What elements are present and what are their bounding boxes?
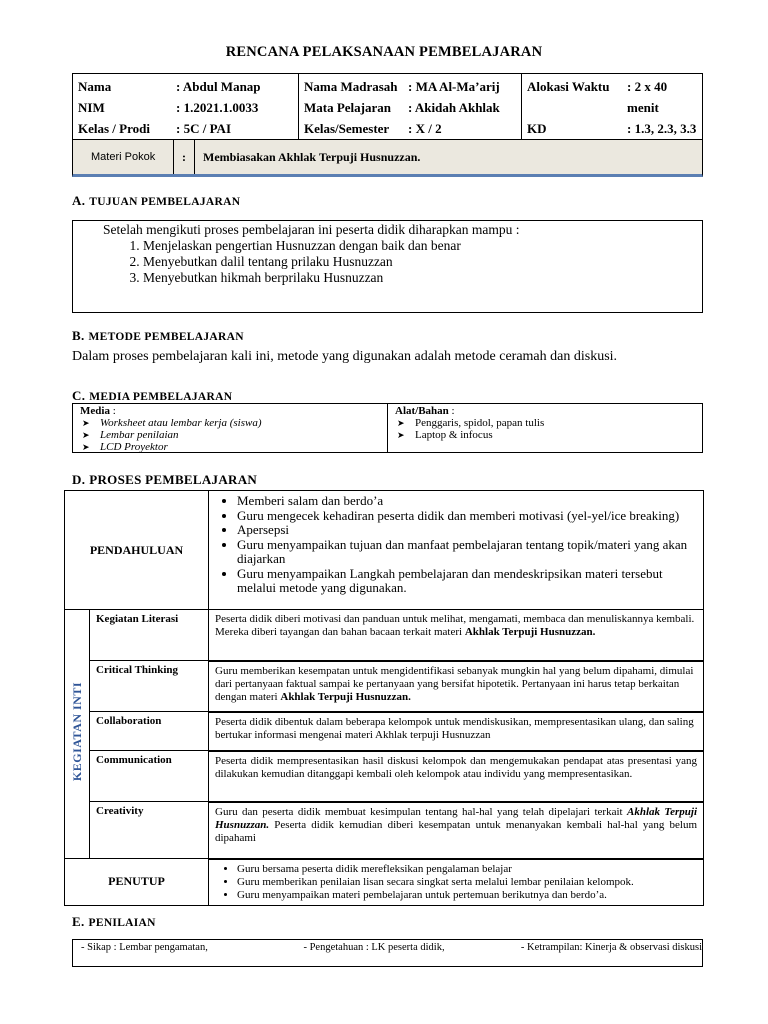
section-c-letter: C. [72,388,86,403]
section-e-letter: E. [72,914,85,929]
literasi-content: Peserta didik diberi motivasi dan panduan untuk melihat, mengamati, membaca dan menuliskannya kembali. Mereka diberi tayangan dan bahan bacaan terkait materi Akhlak Terpuji Husnuzzan. [209,610,704,661]
list-item: • Guru mengecek kehadiran peserta didik dan memberi motivasi (yel-yel/ice breaking) [237,509,697,524]
penutup-label: PENUTUP [65,859,209,906]
madrasah-label: Nama Madrasah [304,79,398,94]
communication-content: Peserta didik mempresentasikan hasil diskusi kelompok dan mengemukakan pendapat atas presentasi yang dilakukan kemudian ditanggapi kembali oleh kelompok atau individu yang mempresentasikan. [209,751,704,802]
kelas-prodi-label: Kelas / Prodi [78,121,150,136]
kelas-prodi-value: : 5C / PAI [176,121,232,136]
section-c-heading [72,388,232,404]
section-d-letter: D. [72,472,86,487]
nama-value: : Abdul Manap [176,79,261,94]
list-item: Lembar penilaian [100,429,179,441]
nama-label: Nama [78,79,112,94]
section-b-heading [72,328,244,344]
section-e-title: PENILAIAN [88,917,156,929]
media-table [72,403,703,453]
section-b-title: METODE PEMBELAJARAN [88,331,244,343]
kd-label: KD [527,121,547,136]
list-item: Worksheet atau lembar kerja (siswa) [100,417,262,429]
list-item: • Guru menyampaikan Langkah pembelajaran dan mendeskripsikan materi tersebut melalui metode yang digunakan. [237,567,697,596]
media-column [73,404,387,452]
list-item: 2. Menyebutkan dalil tentang prilaku Husnuzzan [143,254,702,270]
critical-thinking-content: Guru memberikan kesempatan untuk mengidentifikasi sebanyak mungkin hal yang belum dipahami, dimulai dari pertanyaan faktual sampai ke pertanyaan yang bersifat hipotetik. Pertanyaan ini harus tetap berkaitan dengan materi Akhlak Terpuji Husnuzzan. [209,661,704,712]
list-item: Laptop & infocus [415,429,493,441]
nim-label: NIM [78,100,105,115]
arrow-bullet-icon: ➤ [397,430,405,440]
materi-pokok-label: Materi Pokok [91,151,156,163]
literasi-label: Kegiatan Literasi [90,610,209,661]
arrow-bullet-icon: ➤ [82,430,90,440]
list-item: 3. Menyebutkan hikmah berprilaku Husnuzzan [143,270,702,286]
section-b-letter: B. [72,328,85,343]
mapel-label: Mata Pelajaran [304,100,392,115]
section-c-title: MEDIA PEMBELAJARAN [89,391,233,403]
pendahuluan-label: PENDAHULUAN [65,491,209,610]
alat-column [387,404,702,452]
arrow-bullet-icon: ➤ [82,418,90,428]
proses-table [64,490,704,906]
madrasah-value: : MA Al-Ma’arij [408,79,500,94]
list-item: • Guru bersama peserta didik merefleksikan pengalaman belajar [237,863,697,876]
kelas-semester-label: Kelas/Semester [304,121,390,136]
penutup-content [209,859,704,906]
section-d-title: PROSES PEMBELAJARAN [89,472,258,487]
list-item: • Apersepsi [237,523,697,538]
collaboration-content: Peserta didik dibentuk dalam beberapa kelompok untuk mendiskusikan, mempresentasikan ulang, dan saling bertukar informasi mengenai materi Akhlak terpuji Husnuzzan [209,712,704,751]
list-item: • Memberi salam dan berdo’a [237,494,697,509]
list-item: Penggaris, spidol, papan tulis [415,417,545,429]
list-item: 1. Menjelaskan pengertian Husnuzzan dengan baik dan benar [143,238,702,254]
materi-pokok-separator: : [173,140,195,174]
penilaian-keterampilan: - Ketrampilan: Kinerja & observasi diskusi [520,942,702,953]
critical-thinking-label: Critical Thinking [90,661,209,712]
list-item: LCD Proyektor [100,441,168,453]
kelas-semester-value: : X / 2 [408,121,442,136]
materi-pokok-value: Membiasakan Akhlak Terpuji Husnuzzan. [203,149,421,164]
arrow-bullet-icon: ➤ [397,418,405,428]
list-item: • Guru memberikan penilaian lisan secara singkat serta melalui lembar penilaian kelompok. [237,876,697,889]
media-colon: : [109,405,116,417]
list-item: • Guru menyampaikan tujuan dan manfaat pembelajaran tentang topik/materi yang akan diajarkan [237,538,697,567]
alokasi-value: : 2 x 40 menit [627,79,668,115]
kd-value: : 1.3, 2.3, 3.3 [627,121,697,136]
table-row [65,751,704,802]
materi-pokok-row [72,139,703,177]
table-row [65,661,704,712]
mapel-value: : Akidah Akhlak [408,100,500,115]
tujuan-intro: Setelah mengikuti proses pembelajaran ini peserta didik diharapkan mampu : [103,222,520,237]
section-d-heading [72,472,257,488]
alokasi-label: Alokasi Waktu [527,79,610,94]
communication-label: Communication [90,751,209,802]
table-row [65,491,704,610]
penilaian-pengetahuan: - Pengetahuan : LK peserta didik, [303,942,445,953]
section-a-heading [72,193,240,209]
nim-value: : 1.2021.1.0033 [176,100,259,115]
arrow-bullet-icon: ➤ [82,442,90,452]
tujuan-list [73,238,702,286]
alat-heading: Alat/Bahan [395,405,449,417]
penilaian-sikap: - Sikap : Lembar pengamatan, [81,942,208,953]
list-item: • Guru menyampaikan materi pembelajaran untuk pertemuan berikutnya dan berdo’a. [237,889,697,902]
section-a-letter: A. [72,193,86,208]
section-a-title: TUJUAN PEMBELAJARAN [89,196,241,208]
pendahuluan-content [209,491,704,610]
creativity-label: Creativity [90,802,209,859]
alat-colon: : [448,405,455,417]
media-heading: Media [80,405,110,417]
creativity-content: Guru dan peserta didik membuat kesimpulan tentang hal-hal yang telah dipelajari terkait Akhlak Terpuji Husnuzzan. Peserta didik kemudian diberi kesempatan untuk menanyakan kembali hal-hal yang belum dipahami [209,802,704,859]
metode-text: Dalam proses pembelajaran kali ini, metode yang digunakan adalah metode ceramah dan diskusi. [72,349,618,364]
kegiatan-inti-label: KEGIATAN INTI [65,610,90,859]
table-row [65,712,704,751]
collaboration-label: Collaboration [90,712,209,751]
document-title: RENCANA PELAKSANAAN PEMBELAJARAN [225,44,543,60]
section-e-heading [72,914,156,930]
table-row [65,610,704,661]
table-row [65,802,704,859]
penilaian-box [72,939,703,967]
table-row [65,859,704,906]
tujuan-box [72,220,703,313]
